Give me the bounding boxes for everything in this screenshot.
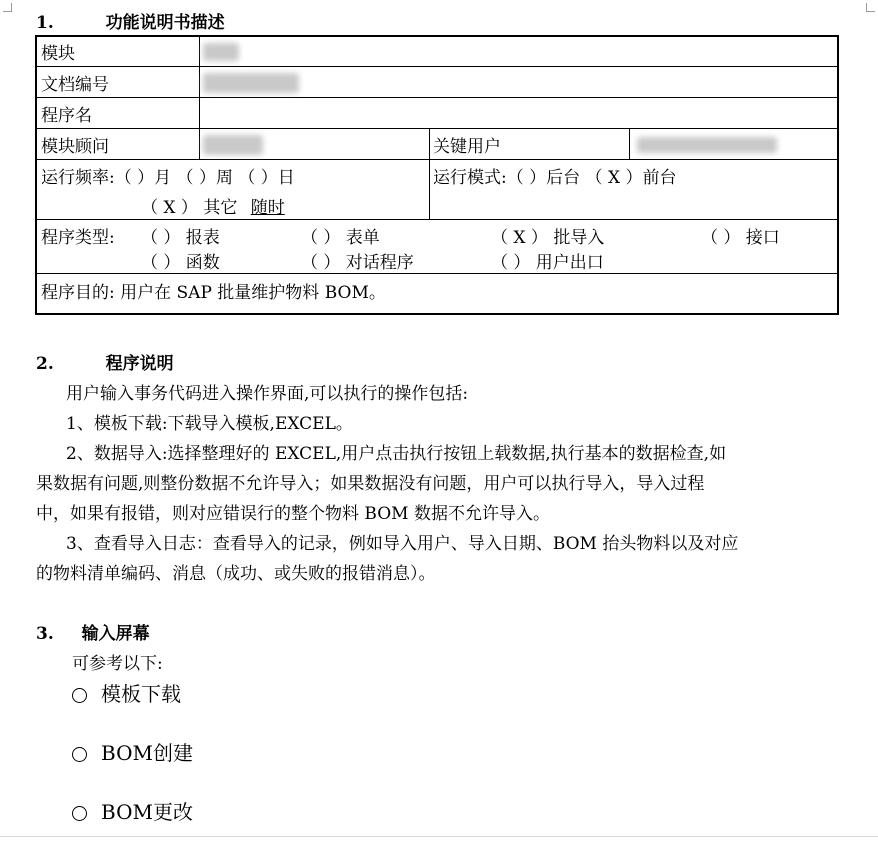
section2-paragraph-intro: 用户输入事务代码进入操作界面,可以执行的操作包括: <box>66 384 469 404</box>
section2-paragraph-template: 1、模板下载:下载导入模板,EXCEL。 <box>66 414 353 434</box>
program-type-report: （ ） 报表 <box>141 228 220 248</box>
doc-number-label: 文档编号 <box>41 75 109 95</box>
section3-title: 输入屏幕 <box>81 624 150 644</box>
run-frequency-other-option: （ X ） 其它 <box>141 198 238 218</box>
program-purpose: 程序目的: 用户在 SAP 批量维护物料 BOM。 <box>41 283 386 303</box>
run-frequency-other-value: 随时 <box>250 198 285 218</box>
redacted-module-value <box>203 43 239 61</box>
option-bom-change <box>72 796 193 825</box>
redacted-consultant <box>203 135 263 155</box>
section1-heading <box>36 8 225 33</box>
section1-number: 1. <box>36 13 54 33</box>
consultant-label: 模块顾问 <box>41 137 109 157</box>
radio-circle-icon <box>72 688 87 703</box>
option-label: BOM更改 <box>101 800 193 824</box>
program-type-user-exit: （ ） 用户出口 <box>491 253 604 273</box>
module-label: 模块 <box>41 44 75 64</box>
redacted-doc-number <box>203 73 299 93</box>
option-label: BOM创建 <box>101 741 193 765</box>
page-bottom-divider <box>0 836 878 837</box>
section2-heading <box>36 349 174 374</box>
section3-intro: 可参考以下: <box>72 654 163 674</box>
run-frequency-other <box>141 193 285 218</box>
section2-number: 2. <box>36 354 54 374</box>
option-template-download <box>72 678 181 707</box>
program-name-label: 程序名 <box>41 106 92 126</box>
program-type-function: （ ） 函数 <box>141 253 220 273</box>
section2-log-line1: 3、查看导入日志：查看导入的记录，例如导入用户、导入日期、BOM 抬头物料以及对应 <box>66 534 739 554</box>
section3-heading <box>36 619 150 644</box>
program-type-interface: （ ） 接口 <box>701 228 780 248</box>
run-mode: 运行模式:（ ）后台 （ X ）前台 <box>433 168 677 188</box>
program-type-label: 程序类型: <box>41 228 115 248</box>
page-corner-mark <box>866 3 875 12</box>
page-corner-mark <box>3 3 12 12</box>
redacted-key-user <box>637 137 777 153</box>
section2-import-line3: 中，如果有报错，则对应错误行的整个物料 BOM 数据不允许导入。 <box>36 504 550 524</box>
section2-log-line2: 的物料清单编码、消息（成功、或失败的报错消息）。 <box>36 564 436 584</box>
spec-table <box>35 35 839 315</box>
section3-number: 3. <box>36 624 54 644</box>
section1-title: 功能说明书描述 <box>105 13 225 33</box>
option-bom-create <box>72 737 193 766</box>
section2-title: 程序说明 <box>105 354 174 374</box>
section2-import-line2: 果数据有问题,则整份数据不允许导入；如果数据没有问题，用户可以执行导入，导入过程 <box>36 474 705 494</box>
radio-circle-icon <box>72 747 87 762</box>
run-frequency: 运行频率:（ ）月 （ ）周 （ ）日 <box>41 168 295 188</box>
option-label: 模板下载 <box>101 682 181 706</box>
program-type-batch-import: （ X ） 批导入 <box>491 228 605 248</box>
section2-import-line1: 2、数据导入:选择整理好的 EXCEL,用户点击执行按钮上载数据,执行基本的数据检查,如 <box>66 444 727 464</box>
program-type-form: （ ） 表单 <box>301 228 380 248</box>
program-type-dialog: （ ） 对话程序 <box>301 253 414 273</box>
key-user-label: 关键用户 <box>433 137 501 157</box>
radio-circle-icon <box>72 806 87 821</box>
